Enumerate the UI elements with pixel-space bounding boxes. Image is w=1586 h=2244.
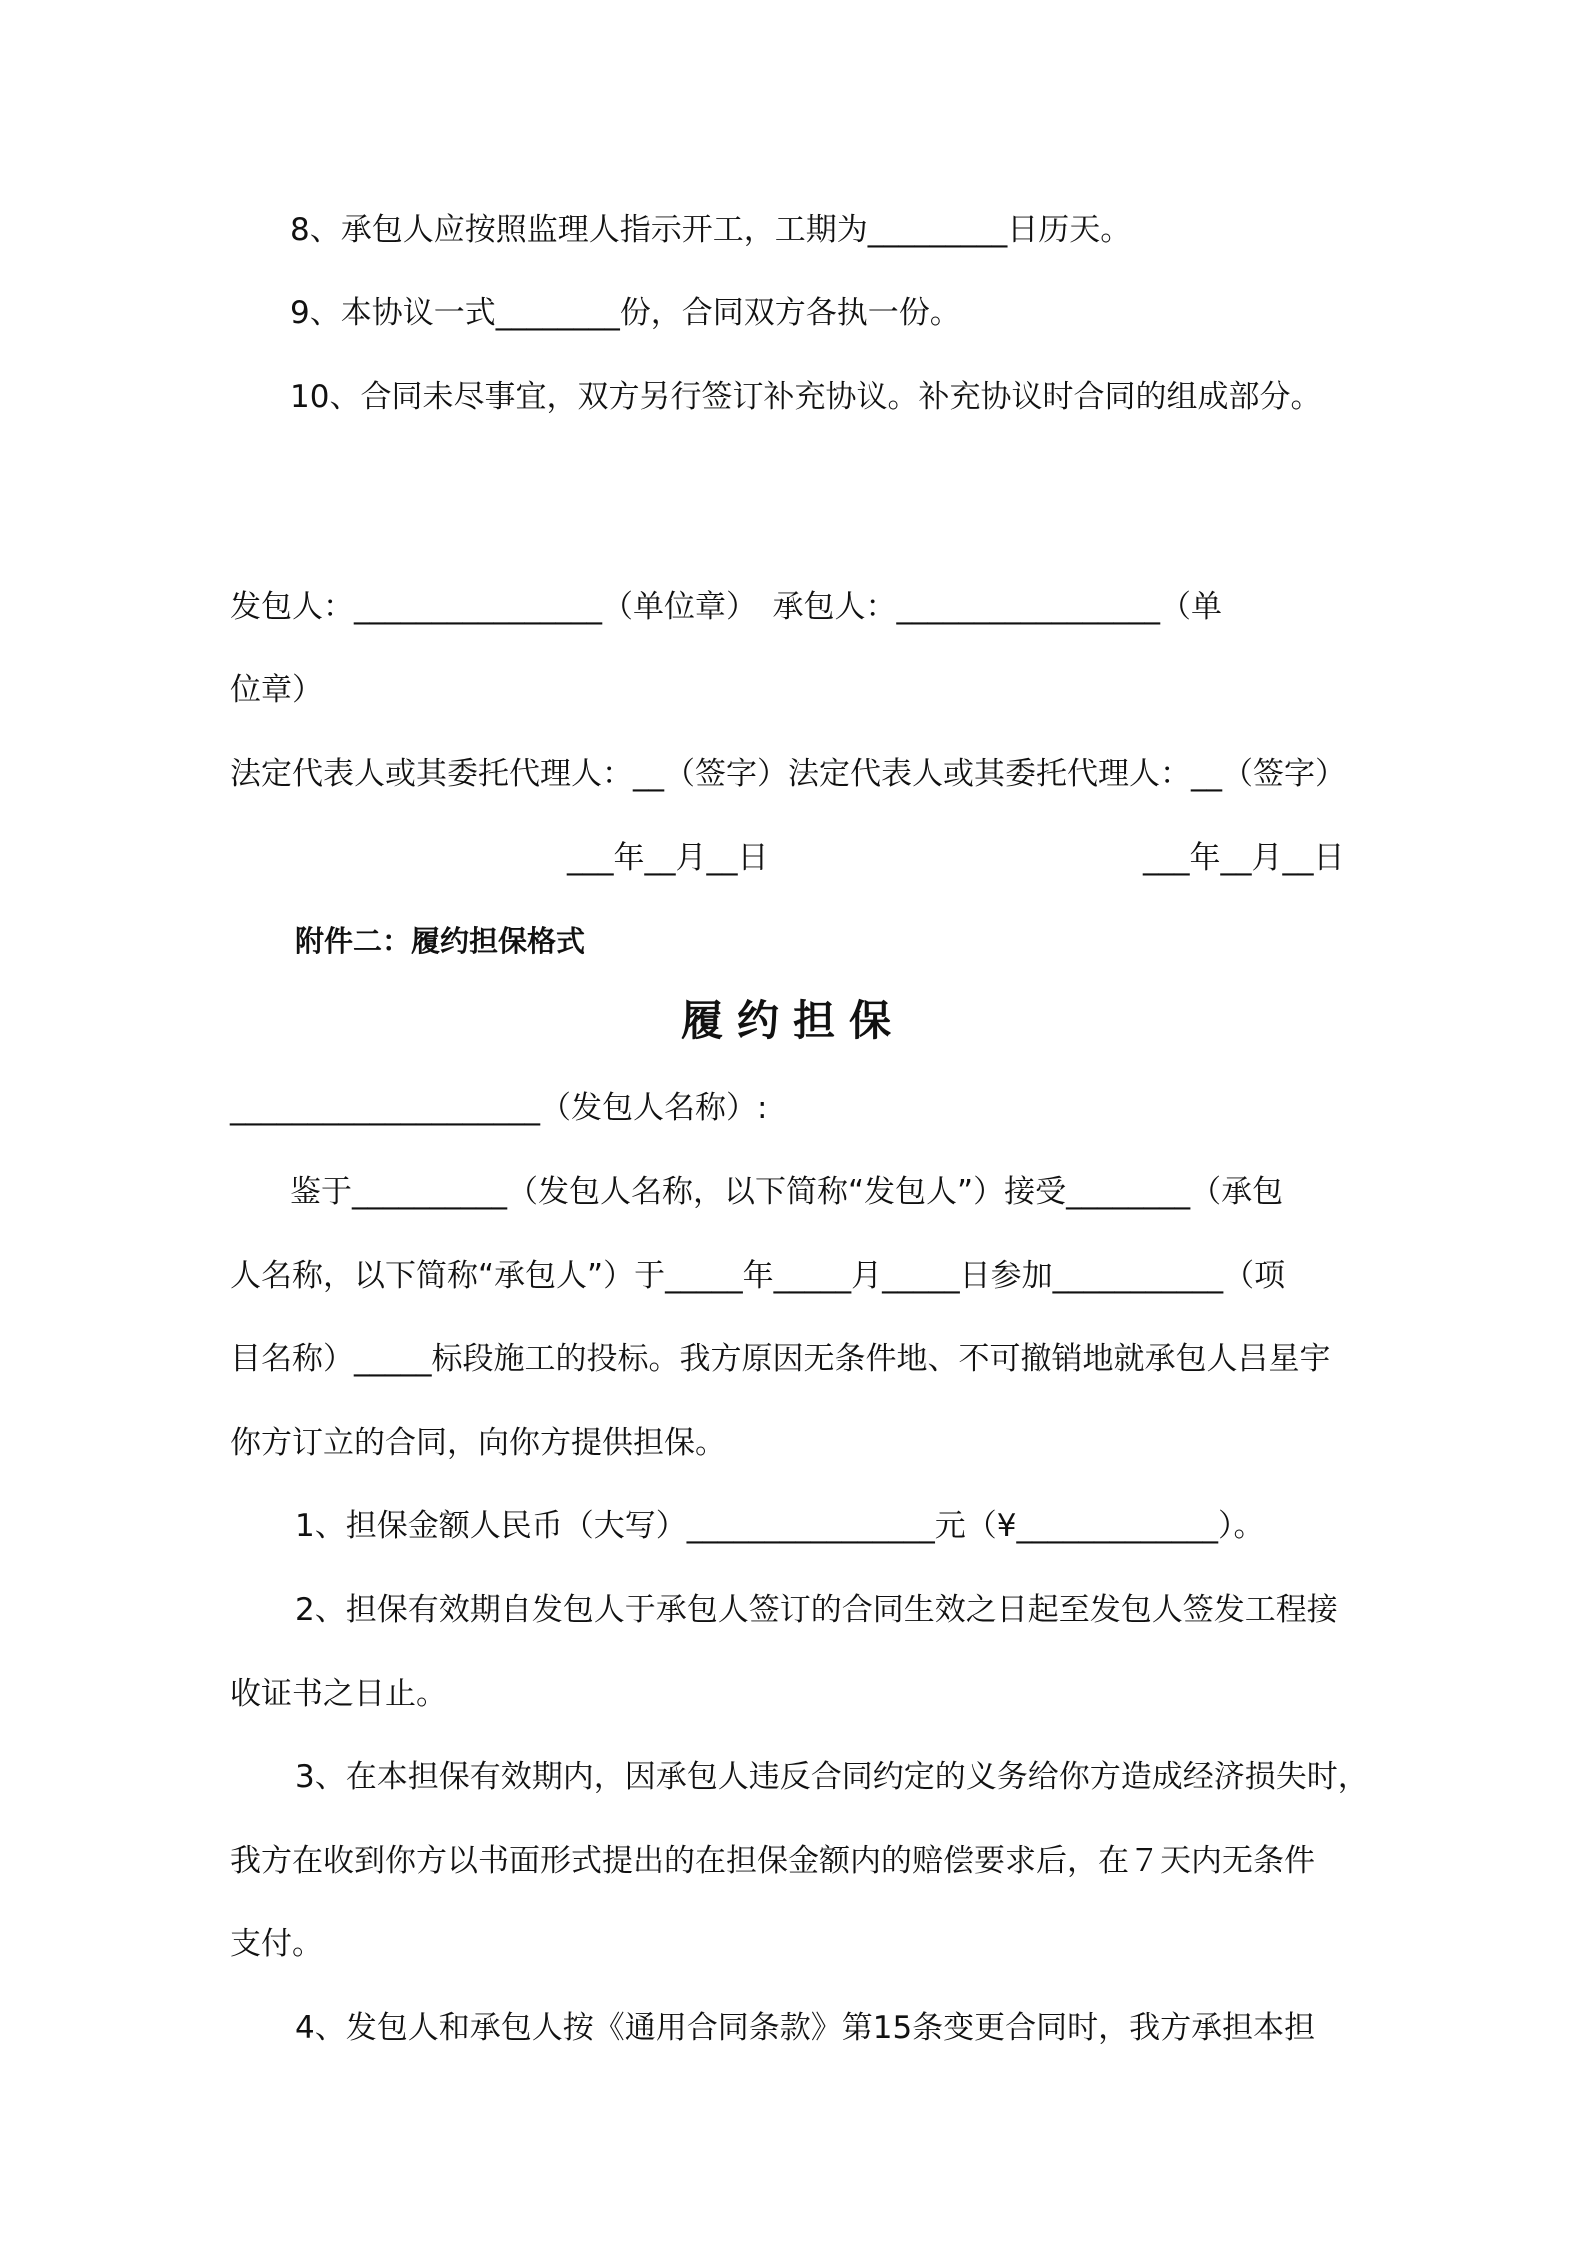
- paragraph-line: 人名称，以下简称“承包人”）于_____年_____月_____日参加___________（项: [230, 1258, 1286, 1294]
- guarantee-clause-1: 1、担保金额人民币（大写）________________元（¥_____________）。: [295, 1508, 1265, 1544]
- guarantee-clause-4: 4、发包人和承包人按《通用合同条款》第15条变更合同时，我方承担本担: [295, 2010, 1316, 2046]
- clause-10: 10、合同未尽事宜，双方另行签订补充协议。补充协议时合同的组成部分。: [290, 379, 1322, 415]
- addressee-line: ____________________（发包人名称）:: [230, 1090, 768, 1126]
- guarantee-clause-3-wrap: 支付。: [230, 1926, 323, 1962]
- guarantee-clause-2-wrap: 收证书之日止。: [230, 1676, 447, 1712]
- page-title: 履约担保: [680, 996, 905, 1045]
- clause-8: 8、承包人应按照监理人指示开工，工期为_________日历天。: [290, 212, 1132, 248]
- guarantee-clause-3-wrap: 我方在收到你方以书面形式提出的在担保金额内的赔偿要求后，在７天内无条件: [230, 1843, 1315, 1879]
- guarantee-clause-2: 2、担保有效期自发包人于承包人签订的合同生效之日起至发包人签发工程接: [295, 1592, 1338, 1628]
- attachment-heading: 附件二：履约担保格式: [295, 924, 586, 958]
- guarantee-clause-3: 3、在本担保有效期内，因承包人违反合同约定的义务给你方造成经济损失时，: [295, 1759, 1369, 1795]
- signature-parties-line: 发包人：________________（单位章） 承包人：_________________（单: [230, 589, 1222, 625]
- date-right: ___年__月__日: [1143, 840, 1345, 876]
- date-left: ___年__月__日: [567, 840, 769, 876]
- signature-parties-wrap: 位章）: [230, 672, 323, 708]
- paragraph-line: 目名称）_____标段施工的投标。我方原因无条件地、不可撤销地就承包人吕星宇: [230, 1341, 1331, 1377]
- clause-9: 9、本协议一式________份，合同双方各执一份。: [290, 295, 961, 331]
- paragraph-line: 你方订立的合同，向你方提供担保。: [230, 1425, 726, 1461]
- paragraph-line: 鉴于__________（发包人名称，以下简称“发包人”）接受________（承包: [290, 1174, 1284, 1210]
- legal-representative-line: 法定代表人或其委托代理人：__（签字）法定代表人或其委托代理人：__（签字）: [230, 756, 1346, 792]
